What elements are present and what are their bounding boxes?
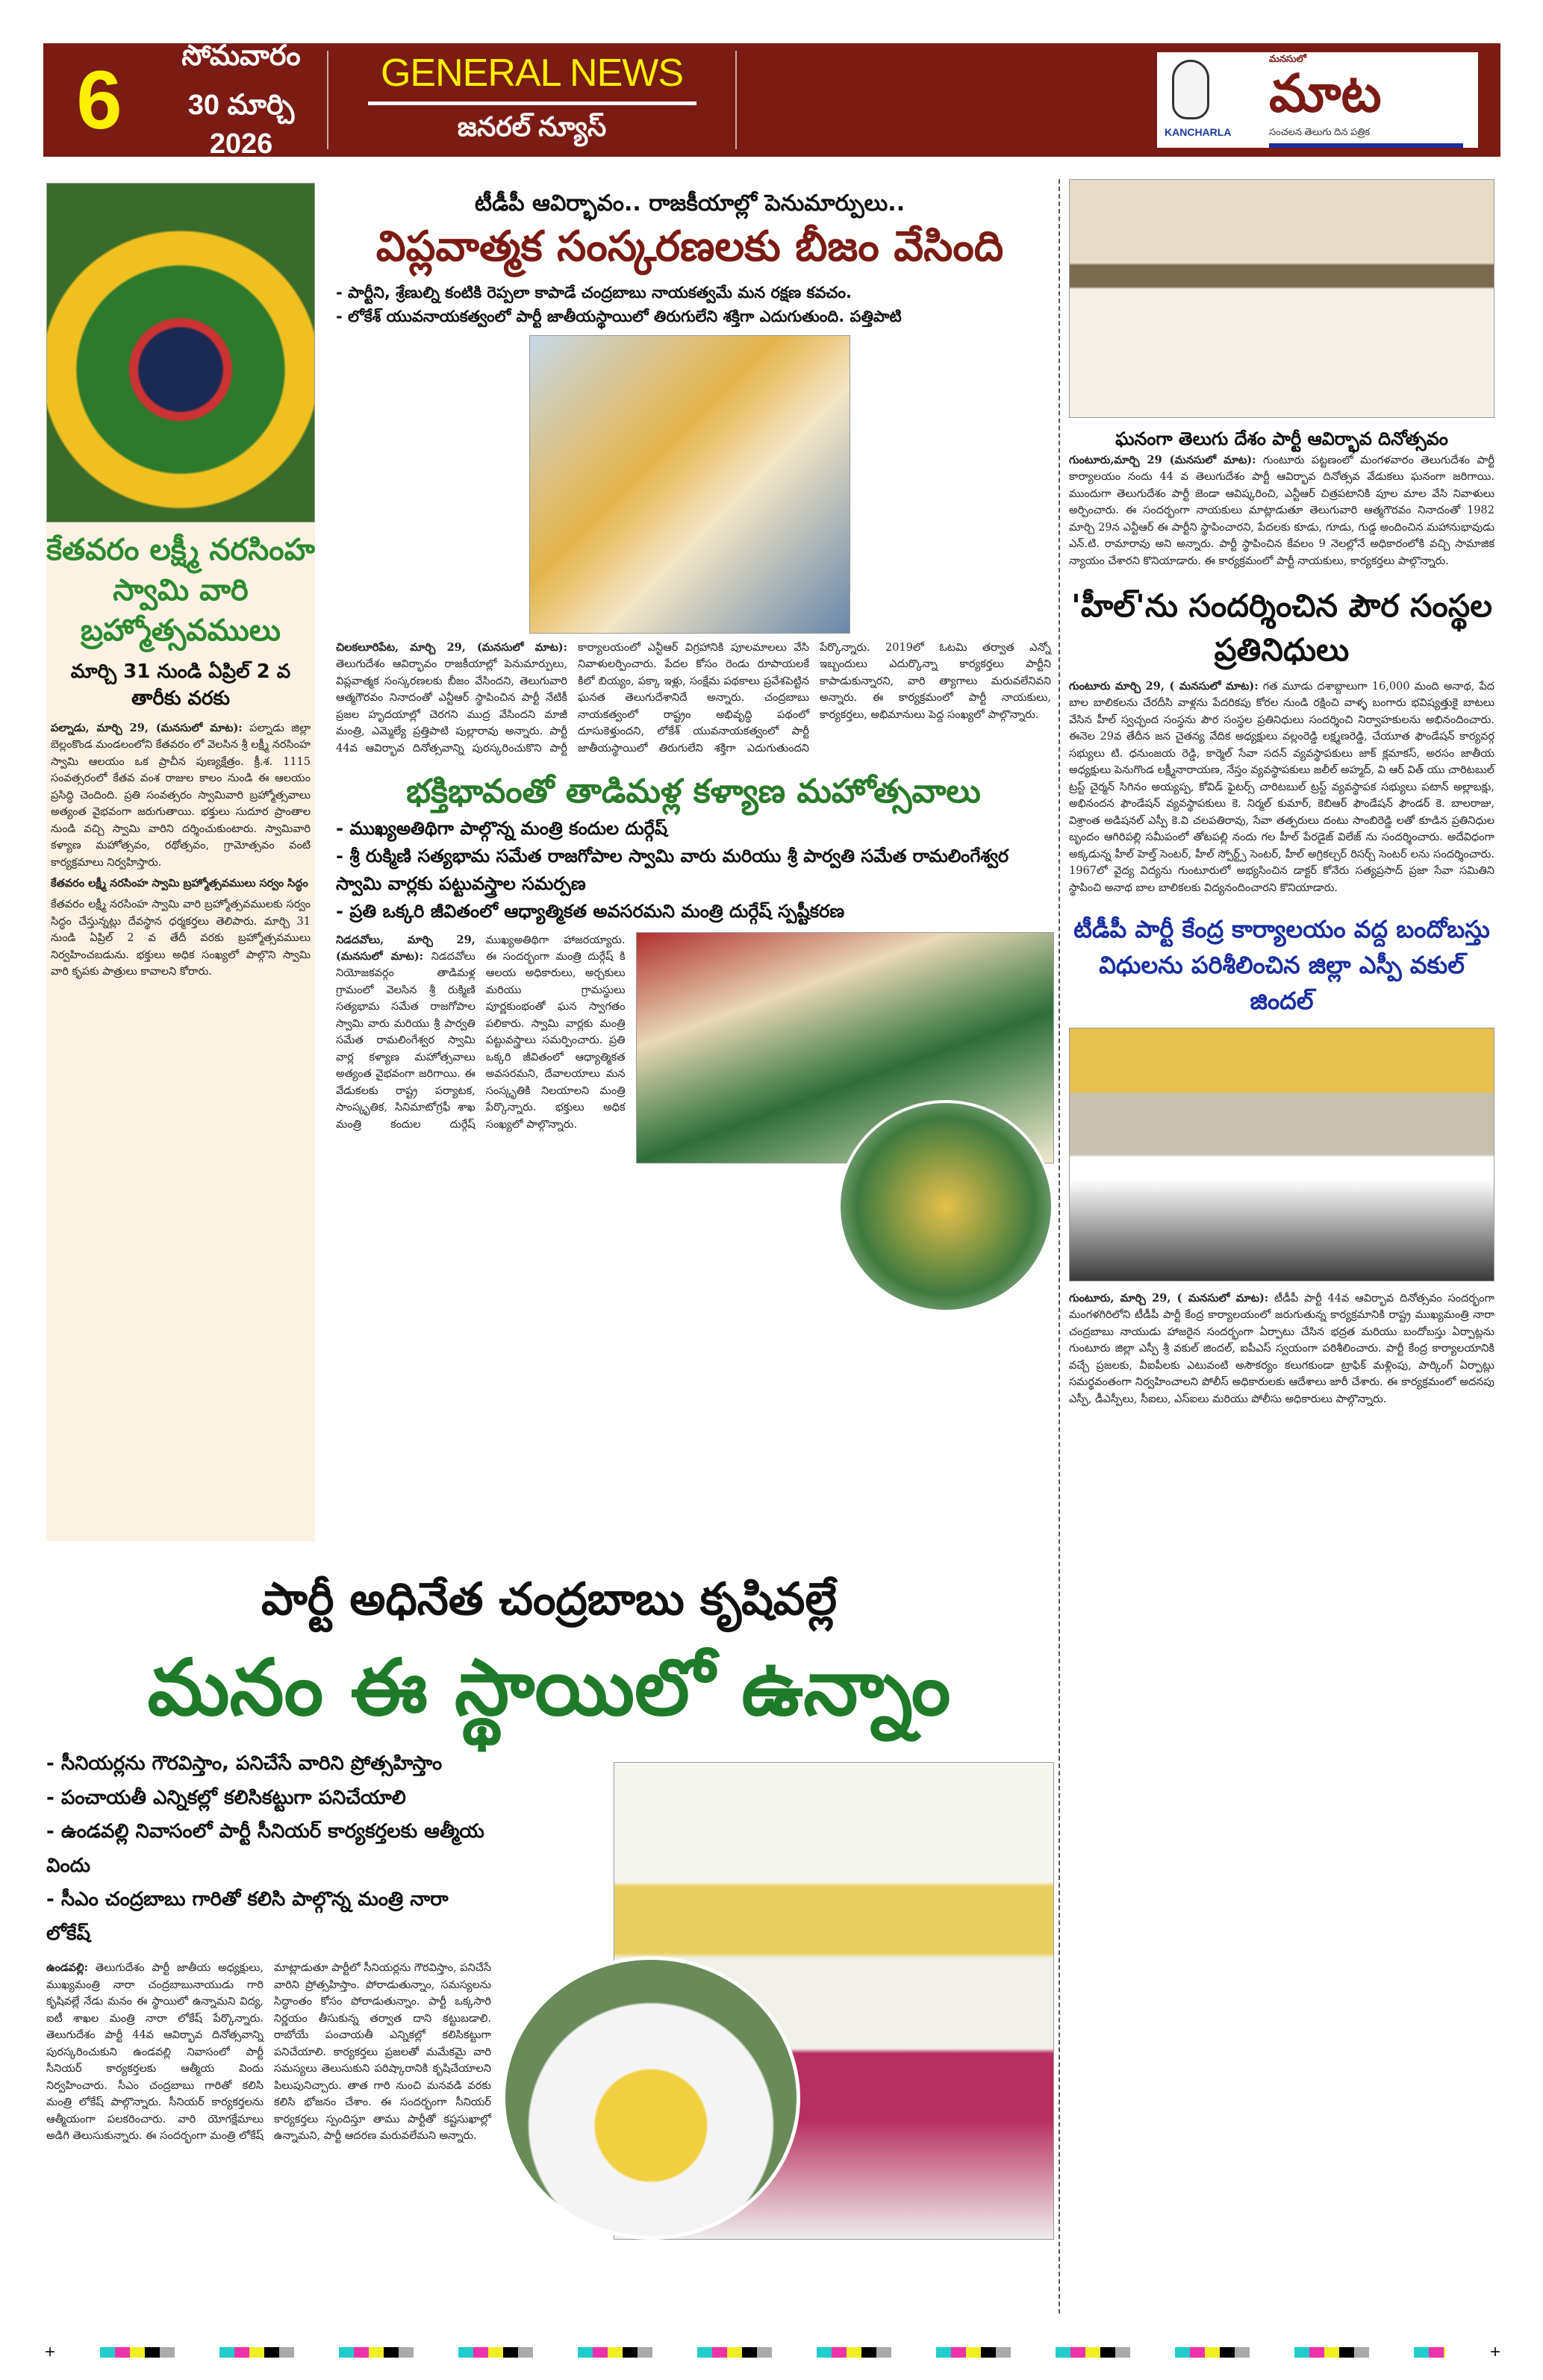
bullet: - ముఖ్యఅతిథిగా పాల్గొన్న మంత్రి కందుల దుర్గేష్ (336, 817, 667, 839)
bullet: - సీనియర్లను గౌరవిస్తాం, పనిచేసే వారిని ప్రోత్సహిస్తాం (46, 1752, 443, 1775)
article-body: టీడీపీ పార్టీ 44వ ఆవిర్భావ దినోత్సవం సందర్భంగా మంగళగిరిలోని టీడీపీ పార్టీ కేంద్ర కార్యాలయంలో జరుగుతున్న కార్యక్రమానికి రాష్ట్ర ముఖ్యమంత్రి నారా చంద్రబాబు నాయుడు హాజరైన సందర్భంగా ఏర్పాటు చేసిన భద్రత మరియు బందోబస్తు ఏర్పాట్లను గుంటూరు జిల్లా ఎస్పీ శ్రీ వకుల్ జిందల్, ఐపీఎస్ స్వయంగా పరిశీలించారు. పార్టీ కేంద్ర కార్యాలయానికి వచ్చే ప్రజలకు, వీఐపీలకు ఎటువంటి అసౌకర్యం కలుగకుండా ట్రాఫిక్ మళ్లింపు, పార్కింగ్ ఏర్పాట్లు సమర్థవంతంగా నిర్వహించాలని పోలీస్ అధికారులకు ఆదేశాలు జారీ చేశారు. ఈ కార్యక్రమంలో అదనపు ఎస్పీ, డీఎస్పీలు, సీఐలు, ఎస్ఐలు మరియు పోలీసు అధికారులు పాల్గొన్నారు. (1069, 1292, 1494, 1405)
dateline: గుంటూరు మార్చి 29, ( మనసులో మాట): (1069, 679, 1259, 693)
section-te: జనరల్ న్యూస్ (457, 111, 607, 142)
section-en: GENERAL NEWS (380, 51, 684, 95)
dateline: గుంటూరు, మార్చి 29, ( మనసులో మాట): (1069, 1291, 1269, 1305)
kicker: పార్టీ అధినేత చంద్రబాబు కృషివల్లే (261, 1573, 838, 1625)
left-headline: కేతవరం లక్ష్మీ నరసింహ స్వామి వారి బ్రహ్మోత్సవములు (46, 533, 315, 648)
mid-story-body (336, 932, 626, 1313)
felicitation-photo (502, 1956, 800, 2240)
tdp-office-photo (1069, 179, 1494, 418)
mid-story-photos (636, 932, 1051, 1313)
article-body: నిడదవోలు నియోజకవర్గం తాడిమళ్ల గ్రామంలో వెలసిన శ్రీ రుక్మిణి సత్యభామ సమేత రాజగోపాల స్వామి వారు మరియు శ్రీ పార్వతి సమేత రామలింగేశ్వర స్వామి వార్ల కళ్యాణ మహోత్సవాలు అత్యంత వైభవంగా జరిగాయి. ఈ వేడుకలకు రాష్ట్ర పర్యాటక, సాంస్కృతిక, సినిమాటోగ్రఫీ శాఖ మంత్రి కందుల దుర్గేష్ ముఖ్యఅతిథిగా హాజరయ్యారు. ఈ సందర్భంగా మంత్రి దుర్గేష్ కి ఆలయ అధికారులు, అర్చకులు మరియు గ్రామస్థులు పూర్ణకుంభంతో ఘన స్వాగతం పలికారు. స్వామి వార్లకు మంత్రి పట్టువస్త్రాలు సమర్పించారు. ప్రతి ఒక్కరి జీవితంలో ఆధ్యాత్మికత అవసరమని, దేవాలయాలు మన సంస్కృతికి నిలయాలని మంత్రి పేర్కొన్నారు. భక్తులు అధిక సంఖ్యలో పాల్గొన్నారు. (336, 934, 626, 1131)
logo-brand: KANCHARLA (1165, 126, 1232, 138)
registration-mark-icon: + (45, 2342, 56, 2362)
bullet: - ఉండవల్లి నివాసంలో పార్టీ సీనియర్ కార్యకర్తలకు ఆత్మీయ విందు (46, 1820, 484, 1877)
color-strip (100, 2347, 1445, 2358)
logo-tagline: సంచలన తెలుగు దిన పత్రిక (1269, 126, 1371, 137)
right-bottom-article (1069, 911, 1494, 1408)
headline: మనం ఈ స్థాయిలో ఉన్నాం (147, 1642, 951, 1733)
divider (368, 101, 696, 105)
dateline: ఉండవల్లి: (46, 1961, 88, 1975)
mid-story (328, 769, 1051, 925)
logo-prefix: మనసులో (1269, 53, 1306, 64)
dateline: గుంటూరు,మార్చి 29 (మనసులో మాట): (1069, 454, 1256, 466)
headline: విప్లవాత్మక సంస్కరణలకు బీజం వేసింది (375, 222, 1004, 271)
bottom-story-body (46, 1960, 491, 2144)
founder-portrait-icon (1172, 60, 1209, 119)
bullet: - పంచాయతీ ఎన్నికల్లో కలిసికట్టుగా పనిచేయాలి (46, 1786, 406, 1809)
top-story-photo (529, 335, 850, 634)
masthead (43, 40, 1500, 160)
right-top-article (1069, 425, 1494, 569)
bottom-story-photos (502, 1747, 1054, 2240)
headline: 'హీల్'ను సందర్శించిన పౌర సంస్థల ప్రతినిధులు (1071, 587, 1492, 669)
dateline: పల్నాడు, మార్చి 29, (మనసులో మాట): (51, 721, 243, 734)
bottom-story (43, 1564, 1055, 2240)
top-story-body (328, 640, 1051, 757)
bullet: - ప్రతి ఒక్కరి జీవితంలో ఆధ్యాత్మికత అవసరమని మంత్రి దుర్గేష్ స్పష్టీకరణ (336, 901, 845, 922)
day: సోమవారం (181, 40, 301, 72)
page-number: 6 (76, 54, 122, 146)
divider (735, 51, 737, 149)
kicker: టీడీపీ ఆవిర్భావం.. రాజకీయాల్లో పెనుమార్పులు.. (474, 190, 905, 216)
logo-title: మాట (1269, 62, 1382, 124)
top-story-header (328, 187, 1051, 275)
article-body: తెలుగుదేశం ఆవిర్భావం రాజకీయాల్లో పెనుమార్పులు, విప్లవాత్మక సంస్కరణలకు బీజం వేసిందని, తెలుగువారి ఆత్మగౌరవం నినాదంతో ఎన్టీఆర్ స్థాపించిన పార్టీ నేటికీ ప్రజల హృదయాల్లో చెరగని ముద్ర వేసిందని మాజీ మంత్రి, ఎమ్మెల్యే ప్రత్తిపాటి పుల్లారావు అన్నారు. పార్టీ 44వ ఆవిర్భావ దినోత్సవాన్ని పురస్కరించుకొని పార్టీ కార్యాలయంలో ఎన్టీఆర్ విగ్రహానికి పూలమాలలు వేసి నివాళులర్పించారు. పేదల కోసం రెండు రూపాయలకే కిలో బియ్యం, పక్కా ఇళ్లు, సంక్షేమ పథకాలు ప్రవేశపెట్టిన ఘనత తెలుగుదేశానిదే అన్నారు. చంద్రబాబు నాయకత్వంలో రాష్ట్రం అభివృద్ధి పథంలో దూసుకెళ్తుందని, లోకేశ్ యువనాయకత్వంలో పార్టీ జాతీయస్థాయిలో తిరుగులేని శక్తిగా ఎదుగుతుందని పేర్కొన్నారు. 2019లో ఓటమి తర్వాత ఎన్నో ఇబ్బందులు ఎదుర్కొన్నా కార్యకర్తలు పార్టీని కాపాడుకున్నారని, వారి త్యాగాలు మరువలేనివని అన్నారు. ఈ కార్యక్రమంలో పార్టీ నాయకులు, కార్యకర్తలు, అభిమానులు పెద్ద సంఖ్యలో పాల్గొన్నారు. (336, 641, 1051, 755)
bullet: - లోకేశ్ యువనాయకత్వంలో పార్టీ జాతీయస్థాయిలో తిరుగులేని శక్తిగా ఎదుగుతుంది. పత్తిపాటి (336, 307, 902, 326)
left-article (46, 183, 315, 1541)
article-body: పల్నాడు జిల్లా బెల్లంకొండ మండలంలోని కేతవరం లో వెలసిన శ్రీ లక్ష్మీ నరసింహ స్వామి ఆలయం ఒక ప్రాచీన పుణ్యక్షేత్రం. క్రీ.శ. 1115 సంవత్సరంలో కేతవ వంశ రాజుల కాలం నుండి ఈ ఆలయం ప్రసిద్ధి చెందింది. ప్రతి సంవత్సరం స్వామివారి బ్రహ్మోత్సవాలు అత్యంత వైభవంగా జరుగుతాయి. భక్తులు సుదూర ప్రాంతాల నుండి వచ్చి స్వామి వారిని దర్శించుకుంటారు. స్వామివారి కళ్యాణ మహోత్సవం, రథోత్సవం, గ్రామోత్సవం వంటి కార్యక్రమాలు నిర్వహిస్తారు. (51, 722, 311, 869)
registration-mark-icon: + (1489, 2342, 1500, 2362)
bottom-story-bullets (46, 1747, 491, 1951)
dateline: నిడదవోలు, మార్చి 29, (మనసులో మాట): (336, 933, 476, 963)
logo-underline (1269, 143, 1463, 148)
sp-inspection-photo (1069, 1028, 1494, 1281)
bottom-story-row (43, 1747, 1055, 2240)
date-block (155, 40, 327, 160)
article-body: గుంటూరు పట్టణంలో మంగళవారం తెలుగుదేశం పార్టీ కార్యాలయం నందు 44 వ తెలుగుదేశం పార్టీ ఆవిర్భావ దినోత్సవ వేడుకలు ఘనంగా జరిగాయి. ముందుగా తెలుగుదేశం పార్టీ జెండా ఆవిష్కరించి, ఎన్టీఆర్ చిత్రపటానికి పూల మాల వేసి నివాళులు అర్పించారు. ఈ సందర్భంగా నాయకులు మాట్లాడుతూ తెలుగువారి ఆత్మగౌరవం నినాదంతో 1982 మార్చి 29న ఎన్టీఆర్ ఈ పార్టీని స్థాపించారని, పేదలకు కూడు, గూడు, గుడ్డ అందించిన మహానుభావుడు ఎన్.టి. రామారావు అని అన్నారు. పార్టీ స్థాపించిన కేవలం 9 నెలల్లోనే అధికారంలోకి వచ్చి సామాజిక న్యాయం చేశారని కొనియాడారు. ఈ కార్యక్రమంలో పార్టీ నాయకులు, కార్యకర్తలు పాల్గొన్నారు. (1069, 455, 1495, 567)
registration-bar (45, 2343, 1500, 2361)
headline: టీడీపీ పార్టీ కేంద్ర కార్యాలయం వద్ద బందోబస్తు విధులను పరిశీలించిన జిల్లా ఎస్పీ వకుల్ జిందల్ (1073, 914, 1490, 1015)
bullet: - సీఎం చంద్రబాబు గారితో కలిసి పాల్గొన్న మంత్రి నారా లోకేష్ (46, 1888, 449, 1945)
article-body: గత మూడు దశాబ్దాలుగా 16,000 మంది అనాథ, పేద బాల బాలికలను చేరదీసి వాళ్లను పేదరికపు కోరల నుండి రక్షించి వాళ్ళ బంగారు భవిష్యత్తుకై బాటలు వేసిన హీల్ స్వచ్ఛంద సంస్థను పౌర సంస్థల ప్రతినిధులు సందర్శించి నిర్వాహకులను అభినందించారు. ఈనెల 29వ తేదీన జన చైతన్య వేదిక అధ్యక్షులు వల్లంరెడ్డి లక్ష్మణరెడ్డి, చేయూత ఫౌండేషన్ కార్యవర్గ సభ్యులు టి. ధనుంజయ రెడ్డి, కార్మెల్ సేవా సదన్ వ్యవస్థాపకులు జాక్ క్లమాకస్, అరసం జాతీయ అధ్యక్షులు పెనుగొండ లక్ష్మీనారాయణ, నేస్తం వ్యవస్థాపకులు జలీల్ అహ్మద్, వి ఆర్ విత్ యు చారిటబుల్ ట్రస్ట్ చైర్మన్ సిగినం అయ్యప్ప, కోవిడ్ ఫైటర్స్ చారిటబుల్ ట్రస్ట్ వ్యవస్థాపక సభ్యులు పటాన్ అల్లాబక్షు, అభినందన ఫౌండేషన్ వ్యవస్థాపకులు కె. నిర్మల్ కుమార్, కెబిఆర్ ఫౌండేషన్ ఫౌండర్ కె. బాలరాజు, విశ్రాంత అడిషనల్ ఎస్పీ కె.వి చలపతిరావు, సేవా తత్పరులు దంటు సాంబిరెడ్డి లతో కూడిన ప్రతినిధుల బృందం ఆగిరిపల్లి సమీపంలో తోటపల్లి నందు గల హీల్ పేరడైజ్ విలేజ్ ను సందర్శించారు. అదేవిధంగా అక్కడున్న హీల్ హెల్త్ సెంటర్, హీల్ స్పోర్ట్స్ సెంటర్, హీల్ అగ్రికల్చర్ రిసర్చ్ సెంటర్ లను సందర్శించారు. 1967లో వైద్య విద్యను గుంటూరులో అభ్యసించిన డాక్టర్ కోనేరు సత్యప్రసాద్ ప్రజా సేవా సమితిని స్థాపించి అనాథ బాల బాలికలకు విద్యనందించారని కొనియాడారు. (1069, 680, 1495, 894)
middle-column (328, 187, 1051, 1313)
date: 30 మార్చి 2026 (187, 89, 295, 160)
top-story-bullets (328, 281, 1051, 329)
dateline: చిలకలూరిపేట, మార్చి 29, (మనసులో మాట): (336, 640, 567, 654)
article-subhead: కేతవరం లక్ష్మీ నరసింహ స్వామి బ్రహ్మోత్సవములు సర్వం సిద్ధం (51, 877, 308, 890)
bottom-story-text (43, 1747, 491, 2240)
column-divider (1059, 179, 1060, 2314)
headline: ఘనంగా తెలుగు దేశం పార్టీ ఆవిర్భావ దినోత్సవం (1115, 428, 1448, 449)
article-body: కేతవరం లక్ష్మీ నరసింహ స్వామి వారి బ్రహ్మోత్సవములకు సర్వం సిద్ధం చేస్తున్నట్లు దేవస్థాన ధర్మకర్తలు తెలిపారు. మార్చి 31 నుండి ఏప్రిల్ 2 వ తేదీ వరకు బ్రహ్మోత్సవములు నిర్వహించబడును. భక్తులు అధిక సంఖ్యలో పాల్గొని స్వామి వారి కృపకు పాత్రులు కావాలని కోరారు. (51, 899, 311, 978)
bullet: - పార్టీని, శ్రేణుల్ని కంటికి రెప్పలా కాపాడే చంద్రబాబు నాయకత్వమే మన రక్షణ కవచం. (336, 283, 852, 302)
left-subhead: మార్చి 31 నుండి ఏప్రిల్ 2 వ తారీకు వరకు (70, 660, 291, 710)
right-mid-article (1069, 584, 1494, 896)
right-column (1069, 179, 1494, 1408)
newspaper-logo (1157, 52, 1478, 148)
ritual-photo (838, 1100, 1054, 1313)
article-body: తెలుగుదేశం పార్టీ జాతీయ అధ్యక్షులు, ముఖ్యమంత్రి నారా చంద్రబాబునాయుడు గారి కృషివల్లే నేడు మనం ఈ స్థాయిలో ఉన్నామని విద్య, ఐటీ శాఖల మంత్రి నారా లోకేష్ పేర్కొన్నారు. తెలుగుదేశం పార్టీ 44వ ఆవిర్భావ దినోత్సవాన్ని పురస్కరించుకుని ఉండవల్లి నివాసంలో పార్టీ సీనియర్ కార్యకర్తలకు ఆత్మీయ విందు నిర్వహించారు. సీఎం చంద్రబాబు గారితో కలిసి మంత్రి లోకేష్ పాల్గొన్నారు. సీనియర్ కార్యకర్తలను ఆత్మీయంగా పలకరించారు. వారి యోగక్షేమాలు అడిగి తెలుసుకున్నారు. ఈ సందర్భంగా మంత్రి లోకేష్ మాట్లాడుతూ పార్టీలో సీనియర్లను గౌరవిస్తాం, పనిచేసే వారిని ప్రోత్సహిస్తాం. పోరాడుతున్నాం, సమస్యలను సిద్ధాంతం కోసం పోరాడుతున్నాం. పార్టీ ఒక్కసారి నిర్ణయం తీసుకున్న తర్వాత దాని కట్టుబడాలి. రాబోయే పంచాయతీ ఎన్నికల్లో కలిసికట్టుగా పనిచేయాలి. కార్యకర్తలు ప్రజలతో మమేకమై వారి సమస్యలు తెలుసుకుని పరిష్కారానికి కృషిచేయాలని పిలుపునిచ్చారు. తాత గారి నుంచి మనవడి వరకు కలిసి భోజనం చేశాం. ఈ సందర్భంగా సీనియర్ కార్యకర్తలు స్పందిస్తూ తాము పార్టీతో కష్టసుఖాల్లో ఉన్నామని, పార్టీ ఆదరణ మరువలేమని అన్నారు. (46, 1962, 491, 2143)
section-title (328, 43, 735, 157)
deity-photo (46, 183, 315, 522)
mid-story-row (328, 932, 1051, 1313)
headline: భక్తిభావంతో తాడిమళ్ల కళ్యాణ మహోత్సవాలు (406, 772, 981, 811)
bullet: - శ్రీ రుక్మిణి సత్యభామ సమేత రాజగోపాల స్వామి వారు మరియు శ్రీ పార్వతి సమేత రామలింగేశ్వర స్వామి వార్లకు పట్టువస్త్రాల సమర్పణ (336, 845, 1009, 895)
